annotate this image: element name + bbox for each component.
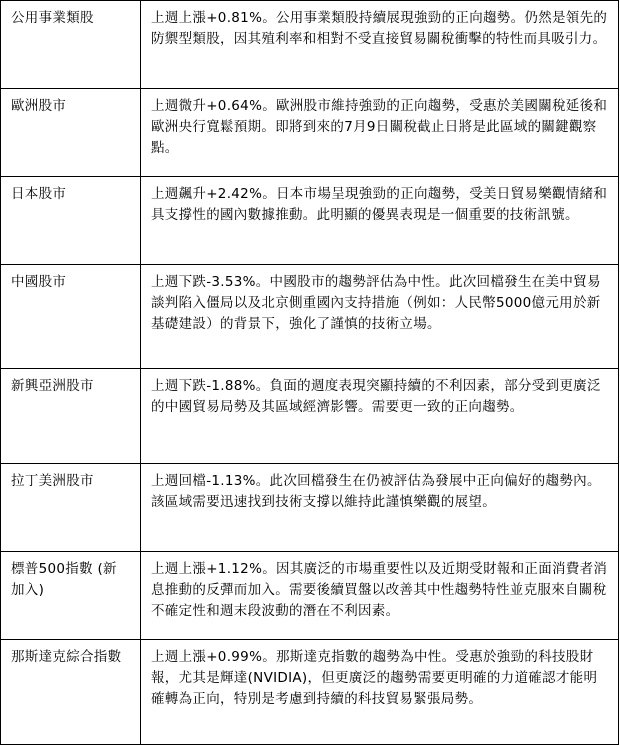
- market-name-cell: 新興亞洲股市: [1, 369, 141, 464]
- market-commentary-cell: 上週上漲+0.81%。公用事業類股持續展現強勁的正向趨勢。仍然是領先的防禦型類股，因其殖利率和相對不受直接貿易關稅衝擊的特性而具吸引力。: [141, 1, 619, 89]
- table-row: [1, 640, 619, 745]
- table-row: [1, 1, 619, 89]
- table-row: [1, 89, 619, 177]
- table-row: [1, 177, 619, 265]
- market-commentary-cell: 上週上漲+0.99%。那斯達克指數的趨勢為中性。受惠於強勁的科技股財報，尤其是輝達(NVIDIA)，但更廣泛的趨勢需要更明確的力道確認才能明確轉為正向，特別是考慮到持續的科技貿易緊張局勢。: [141, 640, 619, 745]
- market-name-cell: 日本股市: [1, 177, 141, 265]
- market-commentary-cell: 上週回檔-1.13%。此次回檔發生在仍被評估為發展中正向偏好的趨勢內。該區域需要迅速找到技術支撐以維持此謹慎樂觀的展望。: [141, 464, 619, 552]
- market-name-cell: 標普500指數 (新加入): [1, 552, 141, 640]
- market-name-cell: 中國股市: [1, 265, 141, 369]
- market-name-cell: 拉丁美洲股市: [1, 464, 141, 552]
- market-commentary-cell: 上週上漲+1.12%。因其廣泛的市場重要性以及近期受財報和正面消費者消息推動的反彈而加入。需要後續買盤以改善其中性趨勢特性並克服來自關稅不確定性和週末段波動的潛在不利因素。: [141, 552, 619, 640]
- table-row: [1, 464, 619, 552]
- table-row: [1, 369, 619, 464]
- market-commentary-cell: 上週下跌-3.53%。中國股市的趨勢評估為中性。此次回檔發生在美中貿易談判陷入僵局以及北京側重國內支持措施（例如：人民幣5000億元用於新基礎建設）的背景下，強化了謹慎的技術立場。: [141, 265, 619, 369]
- market-name-cell: 公用事業類股: [1, 1, 141, 89]
- market-commentary-cell: 上週飆升+2.42%。日本市場呈現強勁的正向趨勢，受美日貿易樂觀情緒和具支撐性的國內數據推動。此明顯的優異表現是一個重要的技術訊號。: [141, 177, 619, 265]
- market-commentary-cell: 上週下跌-1.88%。負面的週度表現突顯持續的不利因素，部分受到更廣泛的中國貿易局勢及其區域經濟影響。需要更一致的正向趨勢。: [141, 369, 619, 464]
- table-row: [1, 552, 619, 640]
- market-commentary-cell: 上週微升+0.64%。歐洲股市維持強勁的正向趨勢，受惠於美國關稅延後和歐洲央行寬鬆預期。即將到來的7月9日關稅截止日將是此區域的關鍵觀察點。: [141, 89, 619, 177]
- table-row: [1, 265, 619, 369]
- market-name-cell: 那斯達克綜合指數: [1, 640, 141, 745]
- market-name-cell: 歐洲股市: [1, 89, 141, 177]
